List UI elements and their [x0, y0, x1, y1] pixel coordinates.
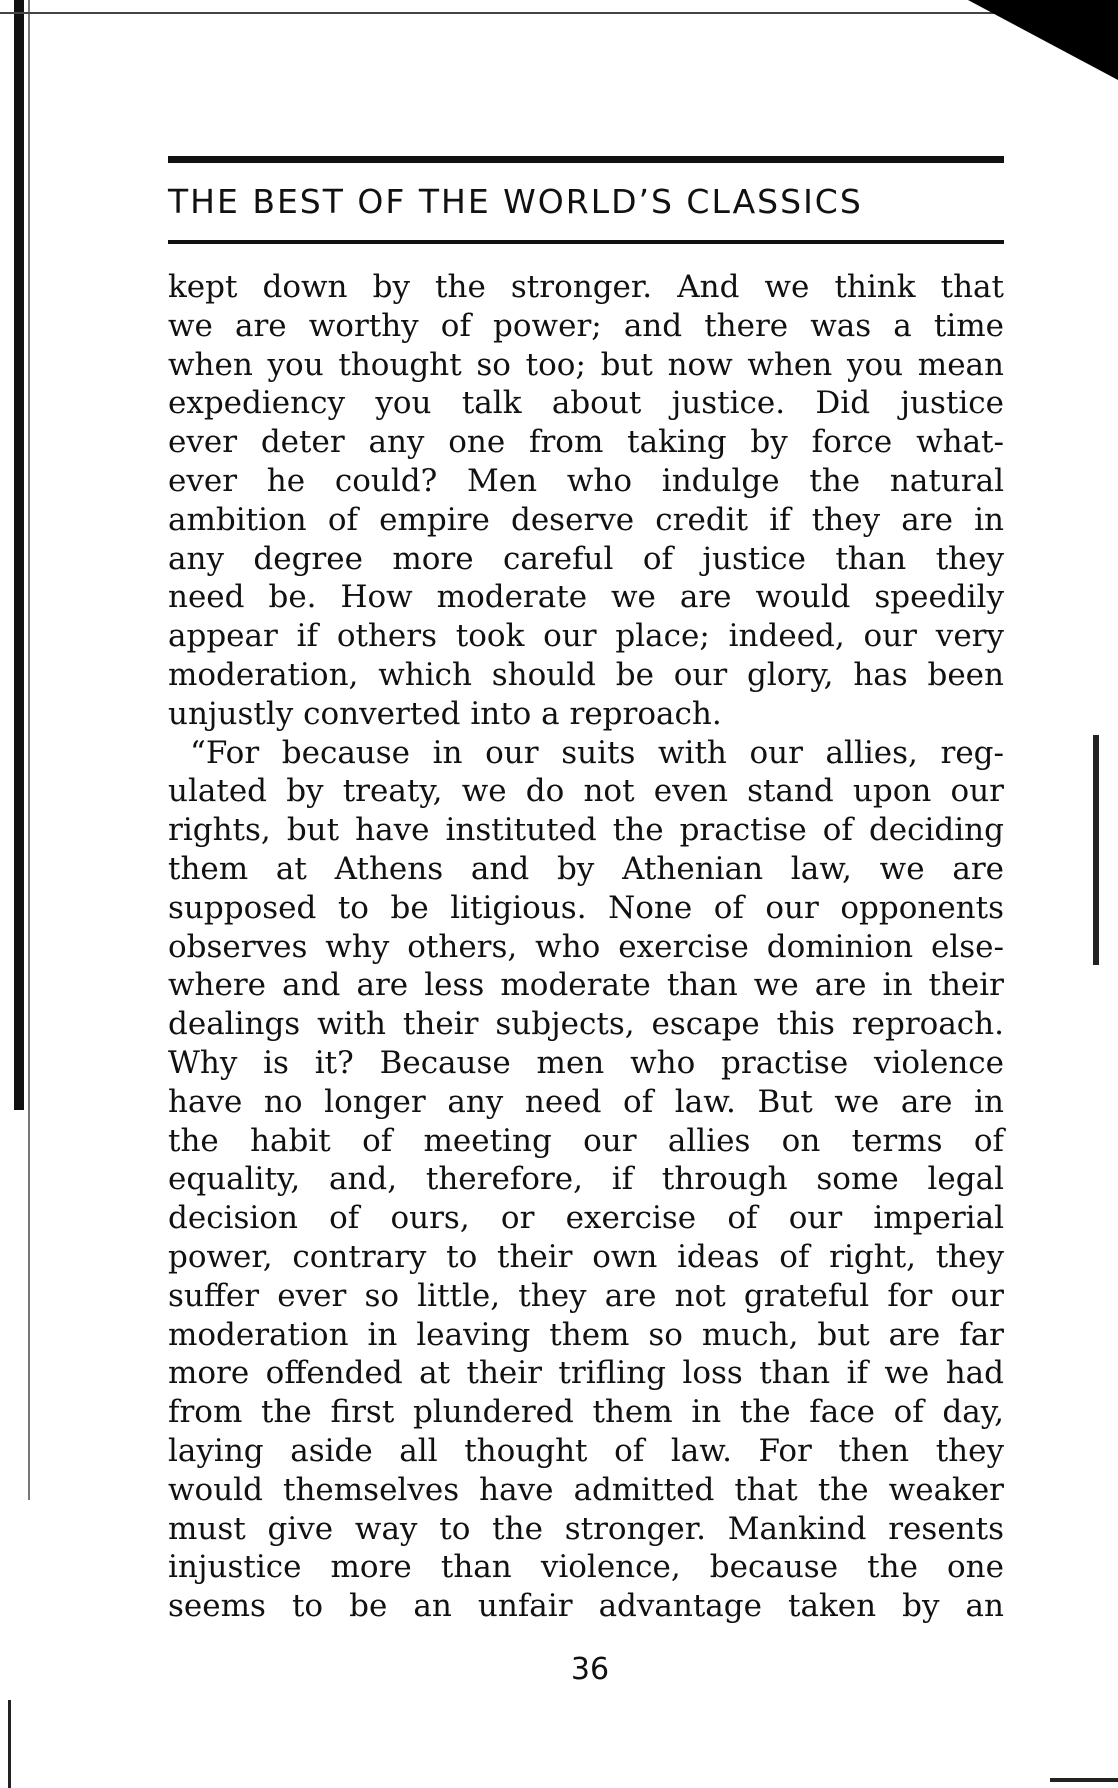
text-line: expediency you talk about justice. Did justice — [168, 385, 1004, 422]
text-line: ambition of empire deserve credit if they are in — [168, 501, 1004, 538]
header-rule-top — [168, 156, 1004, 163]
text-line: from the first plundered them in the face of day, — [168, 1394, 1004, 1431]
text-line: unjustly converted into a reproach. — [168, 695, 722, 732]
text-line: them at Athens and by Athenian law, we are — [168, 850, 1004, 887]
text-line: rights, but have instituted the practise of deciding — [168, 812, 1004, 849]
text-line: must give way to the stronger. Mankind resents — [168, 1510, 1004, 1547]
text-line: moderation, which should be our glory, has been — [168, 656, 1004, 693]
scan-top-edge — [0, 12, 1050, 14]
text-line: kept down by the stronger. And we think that — [168, 269, 1004, 305]
page-edge-bottom — [8, 1700, 11, 1788]
text-line: Why is it? Because men who practise violence — [168, 1044, 1004, 1081]
page-number: 36 — [570, 1652, 610, 1687]
text-line: dealings with their subjects, escape this reproach. — [168, 1006, 1004, 1043]
text-line: have no longer any need of law. But we are in — [168, 1083, 1004, 1120]
text-line: where and are less moderate than we are in their — [168, 967, 1004, 1004]
text-line: would themselves have admitted that the weaker — [168, 1471, 1004, 1508]
text-line: when you thought so too; but now when you mean — [168, 346, 1004, 383]
scan-corner-shadow — [968, 0, 1118, 80]
text-line: any degree more careful of justice than they — [168, 540, 1004, 577]
text-line: need be. How moderate we are would speedily — [168, 579, 1004, 616]
text-line: we are worthy of power; and there was a time — [168, 307, 1004, 344]
page-edge-line — [28, 0, 30, 1500]
text-line: laying aside all thought of law. For then they — [168, 1432, 1004, 1469]
text-line: the habit of meeting our allies on terms of — [168, 1122, 1004, 1159]
scan-right-mark — [1093, 735, 1099, 965]
header-rule-bottom — [168, 240, 1004, 244]
text-line: seems to be an unfair advantage taken by an — [168, 1588, 1004, 1625]
scan-bottom-mark — [1050, 1778, 1118, 1782]
text-line: power, contrary to their own ideas of right, they — [168, 1238, 1004, 1275]
text-line: equality, and, therefore, if through some legal — [168, 1161, 1004, 1198]
text-line: ever he could? Men who indulge the natural — [168, 462, 1004, 499]
text-line: ever deter any one from taking by force what- — [168, 424, 1004, 461]
text-line: moderation in leaving them so much, but are far — [168, 1316, 1004, 1353]
text-line: decision of ours, or exercise of our imperial — [168, 1200, 1004, 1237]
page-edge-shadow — [14, 0, 24, 1110]
text-line: injustice more than violence, because the one — [168, 1549, 1004, 1586]
text-line: appear if others took our place; indeed, our very — [168, 618, 1004, 655]
text-line: ulated by treaty, we do not even stand upon our — [168, 773, 1004, 810]
text-line: observes why others, who exercise dominion else- — [168, 928, 1004, 965]
text-line: “For because in our suits with our allies, reg- — [190, 734, 1004, 771]
body-text — [168, 268, 1004, 1626]
running-title: THE BEST OF THE WORLD’S CLASSICS — [168, 182, 863, 221]
text-line: suffer ever so little, they are not grateful for our — [168, 1277, 1004, 1314]
text-line: more offended at their trifling loss than if we had — [168, 1355, 1004, 1392]
text-line: supposed to be litigious. None of our opponents — [168, 889, 1004, 926]
